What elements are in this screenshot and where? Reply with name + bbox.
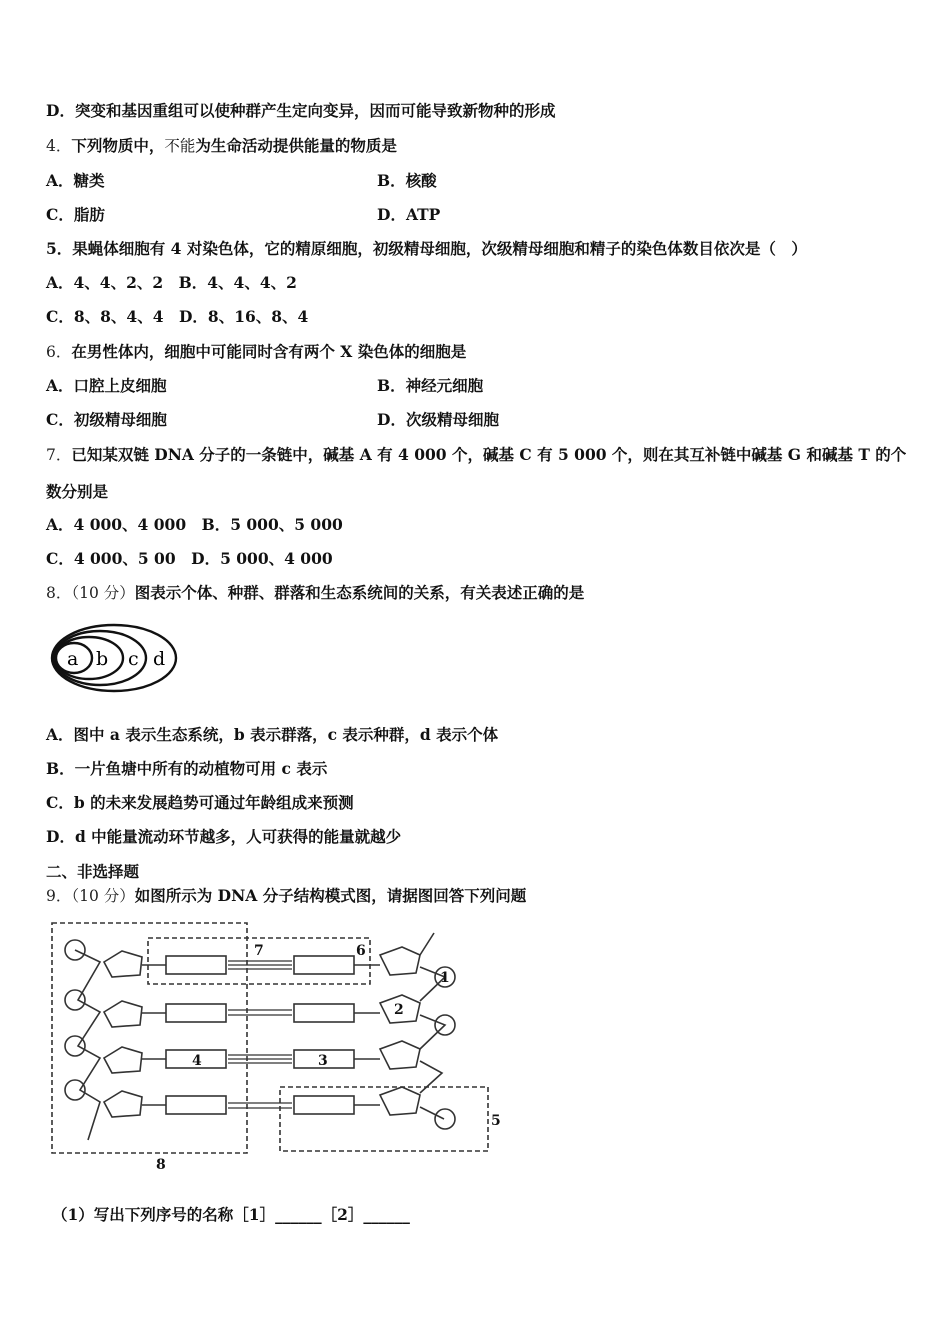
q8-number: 8． xyxy=(46,584,72,602)
q8-option-c: C．b 的未来发展趋势可通过年龄组成来预测 xyxy=(46,793,354,812)
q8-option-b: B．一片鱼塘中所有的动植物可用 c 表示 xyxy=(46,759,328,778)
q7-stem-line2: 数分别是 xyxy=(46,482,109,501)
base-left-2 xyxy=(166,1004,226,1022)
q8-option-a: A．图中 a 表示生态系统，b 表示群落，c 表示种群，d 表示个体 xyxy=(46,725,499,744)
sugar-right-3 xyxy=(380,1041,420,1069)
base-right-4 xyxy=(294,1096,354,1114)
q7-stem-text: 已知某双链 DNA 分子的一条链中，碱基 A 有 4 000 个，碱基 C 有 5 000 个，则在其互补链中碱基 G 和碱基 T 的个 xyxy=(71,445,907,464)
q4-option-b: B．核酸 xyxy=(377,171,437,190)
base-right-2 xyxy=(294,1004,354,1022)
q7-options-ab: A．4 000、4 000 B．5 000、5 000 xyxy=(46,515,343,534)
label-1: 1 xyxy=(440,970,450,986)
q4-option-d: D．ATP xyxy=(377,205,441,224)
q6-option-a: A．口腔上皮细胞 xyxy=(46,376,167,395)
label-3: 3 xyxy=(318,1053,328,1069)
section-title: 二、非选择题 xyxy=(46,862,140,881)
q6-option-b: B．神经元细胞 xyxy=(377,376,484,395)
base-left-1 xyxy=(166,956,226,974)
left-backbone xyxy=(75,950,100,1140)
sugar-left-3 xyxy=(104,1047,142,1073)
base-right-1 xyxy=(294,956,354,974)
label-a: a xyxy=(67,648,79,670)
q4-number: 4． xyxy=(46,137,72,155)
q4-option-a: A．糖类 xyxy=(46,171,105,190)
q8-score: （10 分） xyxy=(71,584,135,602)
q6-number: 6． xyxy=(46,343,72,361)
q9-sub1: （1）写出下列序号的名称［1］______［2］______ xyxy=(52,1205,410,1224)
label-d: d xyxy=(153,648,166,670)
q9-stem-text: 如图所示为 DNA 分子结构模式图，请据图回答下列问题 xyxy=(134,886,527,905)
q9-score: （10 分） xyxy=(71,887,135,905)
base-left-5 xyxy=(166,1096,226,1114)
sugar-right-1 xyxy=(380,947,420,975)
q4-stem xyxy=(46,136,397,156)
sugar-left-2 xyxy=(104,1001,142,1027)
phosphate-right-3 xyxy=(435,1109,455,1129)
q4-stem-a: 下列物质中， xyxy=(71,136,165,155)
sugar-left-4 xyxy=(104,1091,142,1117)
q9-number: 9． xyxy=(46,887,72,905)
q7-stem-line1 xyxy=(46,445,906,465)
q5-options-ab: A．4、4、2、2 B．4、4、4、2 xyxy=(46,273,297,292)
q4-stem-c: 为生命活动提供能量的物质是 xyxy=(195,136,397,155)
q6-option-d: D．次级精母细胞 xyxy=(377,410,499,429)
label-6: 6 xyxy=(356,943,366,959)
phosphate-left-2 xyxy=(65,990,85,1010)
q8-stem xyxy=(46,583,584,603)
ellipse-b xyxy=(55,637,123,679)
q8-nested-ellipses-figure xyxy=(48,620,188,694)
q6-option-c: C．初级精母细胞 xyxy=(46,410,167,429)
q8-option-d: D．d 中能量流动环节越多，人可获得的能量就越少 xyxy=(46,827,402,846)
label-c: c xyxy=(128,648,139,670)
q6-stem xyxy=(46,342,466,362)
label-2: 2 xyxy=(394,1002,404,1018)
label-8: 8 xyxy=(156,1157,166,1173)
q5-stem: 5．果蝇体细胞有 4 对染色体，它的精原细胞，初级精母细胞，次级精母细胞和精子的染色体数目依次是（ ） xyxy=(46,239,807,258)
q4-option-c: C．脂肪 xyxy=(46,205,105,224)
label-b: b xyxy=(96,648,109,670)
dna-structure-figure xyxy=(40,915,520,1175)
right-backbone xyxy=(420,933,434,955)
sugar-left-1 xyxy=(104,951,142,977)
q3-option-d: D．突变和基因重组可以使种群产生定向变异，因而可能导致新物种的形成 xyxy=(46,101,556,120)
q4-stem-emphasis: 不能 xyxy=(164,137,196,155)
phosphate-left-3 xyxy=(65,1036,85,1056)
q7-number: 7． xyxy=(46,446,72,464)
q6-stem-text: 在男性体内，细胞中可能同时含有两个 X 染色体的细胞是 xyxy=(71,342,467,361)
label-5: 5 xyxy=(491,1113,501,1129)
phosphate-left-4 xyxy=(65,1080,85,1100)
q8-stem-text: 图表示个体、种群、群落和生态系统间的关系，有关表述正确的是 xyxy=(134,583,585,602)
label-7: 7 xyxy=(254,943,264,959)
q5-options-cd: C．8、8、4、4 D．8、16、8、4 xyxy=(46,307,309,326)
label-4: 4 xyxy=(192,1053,202,1069)
q9-stem xyxy=(46,886,526,906)
q7-options-cd: C．4 000、5 00 D．5 000、4 000 xyxy=(46,549,333,568)
sugar-right-4 xyxy=(380,1087,420,1115)
